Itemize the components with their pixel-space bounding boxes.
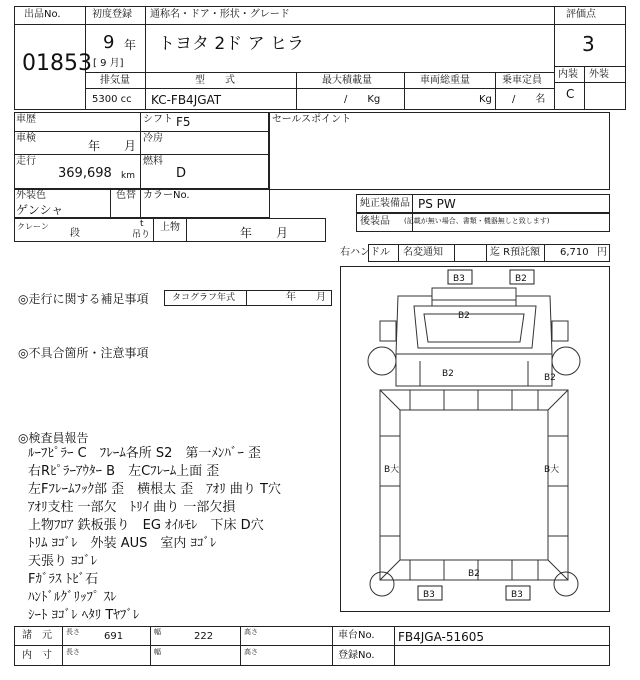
front-right-wheel bbox=[552, 347, 580, 375]
damage-mark: B2 bbox=[442, 369, 454, 379]
width-label: 幅 bbox=[154, 628, 161, 636]
report-line: ﾙｰﾌﾋﾟﾗｰ C ﾌﾚｰﾑ各所 S2 第一ﾒﾝﾊﾞｰ 歪 bbox=[28, 446, 261, 461]
lot-number: 01853 bbox=[22, 51, 92, 76]
divider bbox=[544, 244, 545, 262]
reg-year: 9 bbox=[103, 32, 115, 53]
car-name: トヨタ 2ド ア ヒラ bbox=[158, 34, 305, 54]
chassis-label: 車台No. bbox=[338, 630, 375, 641]
steering: 右ハンドル bbox=[340, 247, 390, 258]
divider bbox=[554, 6, 555, 110]
width-label: 幅 bbox=[154, 648, 161, 656]
tachograph-value: 年 月 bbox=[286, 292, 326, 303]
damage-mark: B大 bbox=[384, 465, 400, 475]
deposit-value: 6,710 bbox=[560, 247, 589, 258]
divider bbox=[554, 82, 626, 83]
aftermarket-label: 後装品 bbox=[360, 216, 390, 227]
inspection-value: 年 月 bbox=[88, 139, 137, 153]
divider bbox=[145, 72, 146, 110]
exterior-label: 外装 bbox=[589, 69, 609, 80]
loading-label: 上物 bbox=[160, 222, 180, 233]
mileage-label: 走行 bbox=[16, 156, 36, 167]
damage-mark: B3 bbox=[453, 274, 465, 284]
divider bbox=[14, 645, 610, 646]
divider bbox=[150, 626, 151, 666]
windshield bbox=[424, 314, 524, 342]
displacement-label: 排気量 bbox=[100, 75, 130, 86]
reg-month: [ 9 月] bbox=[93, 58, 124, 69]
damage-mark: B2 bbox=[458, 311, 470, 321]
chassis-number: FB4JGA-51605 bbox=[398, 630, 485, 644]
divider bbox=[454, 244, 455, 262]
gross-weight: Kg bbox=[479, 94, 492, 105]
equipment-label: 純正装備品 bbox=[360, 198, 410, 209]
divider bbox=[398, 244, 399, 262]
yen-unit: 円 bbox=[597, 247, 607, 258]
divider bbox=[246, 290, 247, 306]
cab-lower bbox=[396, 354, 552, 386]
year-unit: 年 bbox=[124, 38, 137, 52]
model: KC-FB4JGAT bbox=[151, 93, 222, 107]
gross-weight-label: 車両総重量 bbox=[420, 75, 470, 86]
report-line: 左Fﾌﾚｰﾑﾌｯｸ部 歪 横根太 歪 ｱｵﾘ 曲り T穴 bbox=[28, 482, 281, 497]
divider bbox=[140, 112, 141, 190]
loading-value: 年 月 bbox=[240, 226, 289, 240]
rear-right-wheel bbox=[554, 572, 578, 596]
rear-left-wheel bbox=[370, 572, 394, 596]
interior-label: 内装 bbox=[558, 69, 578, 80]
length-value: 691 bbox=[104, 631, 124, 642]
overall-grade: 3 bbox=[582, 32, 595, 56]
crane-label: クレーン bbox=[17, 222, 49, 231]
fuel-label: 燃料 bbox=[143, 156, 163, 167]
divider bbox=[86, 88, 554, 89]
cab-body bbox=[396, 296, 552, 354]
max-load-label: 最大積載量 bbox=[322, 75, 372, 86]
interior-dims-label: 内 寸 bbox=[22, 650, 52, 661]
divider bbox=[486, 244, 487, 262]
divider bbox=[110, 188, 111, 218]
divider bbox=[153, 218, 154, 242]
aftermarket-note: (記載が無い場合、書類・機器無しと致します) bbox=[404, 217, 550, 225]
shift-label: シフト bbox=[143, 114, 173, 125]
deposit-label: 迄 R預託額 bbox=[490, 247, 541, 258]
length-label: 長さ bbox=[66, 628, 80, 636]
report-line: 右Rﾋﾟﾗｰｱｳﾀｰ B 左Cﾌﾚｰﾑ上面 歪 bbox=[28, 464, 220, 479]
height-label: 高さ bbox=[244, 648, 258, 656]
name-label: 通称名・ドア・形状・グレード bbox=[150, 9, 290, 20]
divider bbox=[495, 72, 496, 110]
report-line: 天張り ﾖｺﾞﾚ bbox=[28, 554, 98, 569]
left-mirror bbox=[380, 321, 396, 341]
report-line: ｼｰﾄ ﾖｺﾞﾚ ﾍﾀﾘ Tﾔﾌﾞﾚ bbox=[28, 608, 140, 623]
side-posts bbox=[380, 436, 568, 536]
crane-ton: t bbox=[140, 219, 144, 229]
color-change-label: 色替 bbox=[116, 190, 136, 201]
divider bbox=[145, 6, 146, 72]
interior-grade: C bbox=[566, 87, 575, 101]
report-line: Fｶﾞﾗｽ ﾄﾋﾞ石 bbox=[28, 572, 99, 587]
right-mirror bbox=[552, 321, 568, 341]
cargo-bed bbox=[380, 390, 568, 580]
divider bbox=[86, 24, 554, 25]
divider bbox=[186, 218, 187, 242]
mileage-value: 369,698 bbox=[58, 166, 112, 181]
shift-value: F5 bbox=[176, 115, 191, 129]
divider bbox=[554, 24, 626, 25]
capacity: / 名 bbox=[512, 94, 546, 105]
divider bbox=[140, 188, 141, 218]
name-change-label: 名変通知 bbox=[403, 247, 443, 258]
damage-mark: B2 bbox=[544, 373, 556, 383]
length-label: 長さ bbox=[66, 648, 80, 656]
bed-floor bbox=[400, 410, 548, 560]
damage-mark: B3 bbox=[423, 590, 435, 600]
truck-damage-diagram bbox=[340, 266, 610, 612]
divider bbox=[240, 626, 241, 666]
bed-corners bbox=[380, 390, 568, 580]
registration-label: 登録No. bbox=[338, 650, 375, 661]
driving-notes-label: ◎走行に関する補足事項 bbox=[18, 292, 149, 306]
divider bbox=[62, 626, 63, 666]
cab-roof bbox=[432, 288, 516, 300]
equipment-value: PS PW bbox=[418, 197, 456, 211]
capacity-label: 乗車定員 bbox=[502, 75, 542, 86]
history-section bbox=[14, 112, 270, 190]
damage-mark: B2 bbox=[515, 274, 527, 284]
divider bbox=[86, 72, 554, 73]
model-label: 型 式 bbox=[195, 75, 235, 86]
height-label: 高さ bbox=[244, 628, 258, 636]
inspection-label: 車検 bbox=[16, 133, 36, 144]
tachograph-label: タコグラフ年式 bbox=[172, 293, 236, 303]
width-value: 222 bbox=[194, 631, 214, 642]
damage-mark: B大 bbox=[544, 465, 560, 475]
inspector-label: ◎検査員報告 bbox=[18, 431, 89, 445]
fuel-value: D bbox=[176, 166, 187, 181]
color-value: ゲンシャ bbox=[16, 203, 64, 217]
report-line: ﾊﾝﾄﾞﾙｸﾞﾘｯﾌﾟ ｽﾚ bbox=[28, 590, 117, 605]
report-line: 上物ﾌﾛｱ 鉄板張り EG ｵｲﾙﾓﾚ 下床 D穴 bbox=[28, 518, 264, 533]
dims-label: 諸 元 bbox=[22, 630, 52, 641]
divider bbox=[14, 131, 268, 132]
divider bbox=[332, 626, 333, 666]
divider bbox=[584, 66, 585, 110]
divider bbox=[412, 194, 413, 232]
color-code-label: カラーNo. bbox=[143, 190, 190, 201]
defects-label: ◎不具合箇所・注意事項 bbox=[18, 346, 149, 360]
mileage-unit: km bbox=[121, 171, 135, 181]
truck-outline bbox=[368, 288, 580, 596]
max-load: / Kg bbox=[344, 94, 381, 105]
crane-hang: 吊り bbox=[132, 230, 151, 240]
ac-label: 冷房 bbox=[143, 133, 163, 144]
damage-marks bbox=[384, 270, 559, 600]
divider bbox=[14, 24, 86, 25]
grade-label: 評価点 bbox=[566, 9, 596, 20]
damage-mark: B2 bbox=[468, 569, 480, 579]
first-reg-label: 初度登録 bbox=[92, 9, 132, 20]
report-line: ｱｵﾘ支柱 一部欠 ﾄﾘｲ 曲り 一部欠損 bbox=[28, 500, 236, 515]
divider bbox=[394, 626, 395, 666]
crane-stage: 段 bbox=[70, 228, 80, 239]
lot-label: 出品No. bbox=[24, 9, 61, 20]
front-left-wheel bbox=[368, 347, 396, 375]
report-line: ﾄﾘﾑ ﾖｺﾞﾚ 外装 AUS 室内 ﾖｺﾞﾚ bbox=[28, 536, 217, 551]
divider bbox=[14, 154, 268, 155]
divider bbox=[296, 72, 297, 110]
damage-mark: B3 bbox=[511, 590, 523, 600]
sales-point-label: セールスポイント bbox=[272, 114, 352, 125]
divider bbox=[554, 66, 626, 67]
divider bbox=[404, 72, 405, 110]
door-lines bbox=[420, 361, 528, 386]
displacement: 5300 cc bbox=[92, 94, 132, 105]
gate-posts bbox=[410, 390, 538, 410]
history-label: 車歴 bbox=[16, 114, 36, 125]
color-label: 外装色 bbox=[16, 190, 46, 201]
